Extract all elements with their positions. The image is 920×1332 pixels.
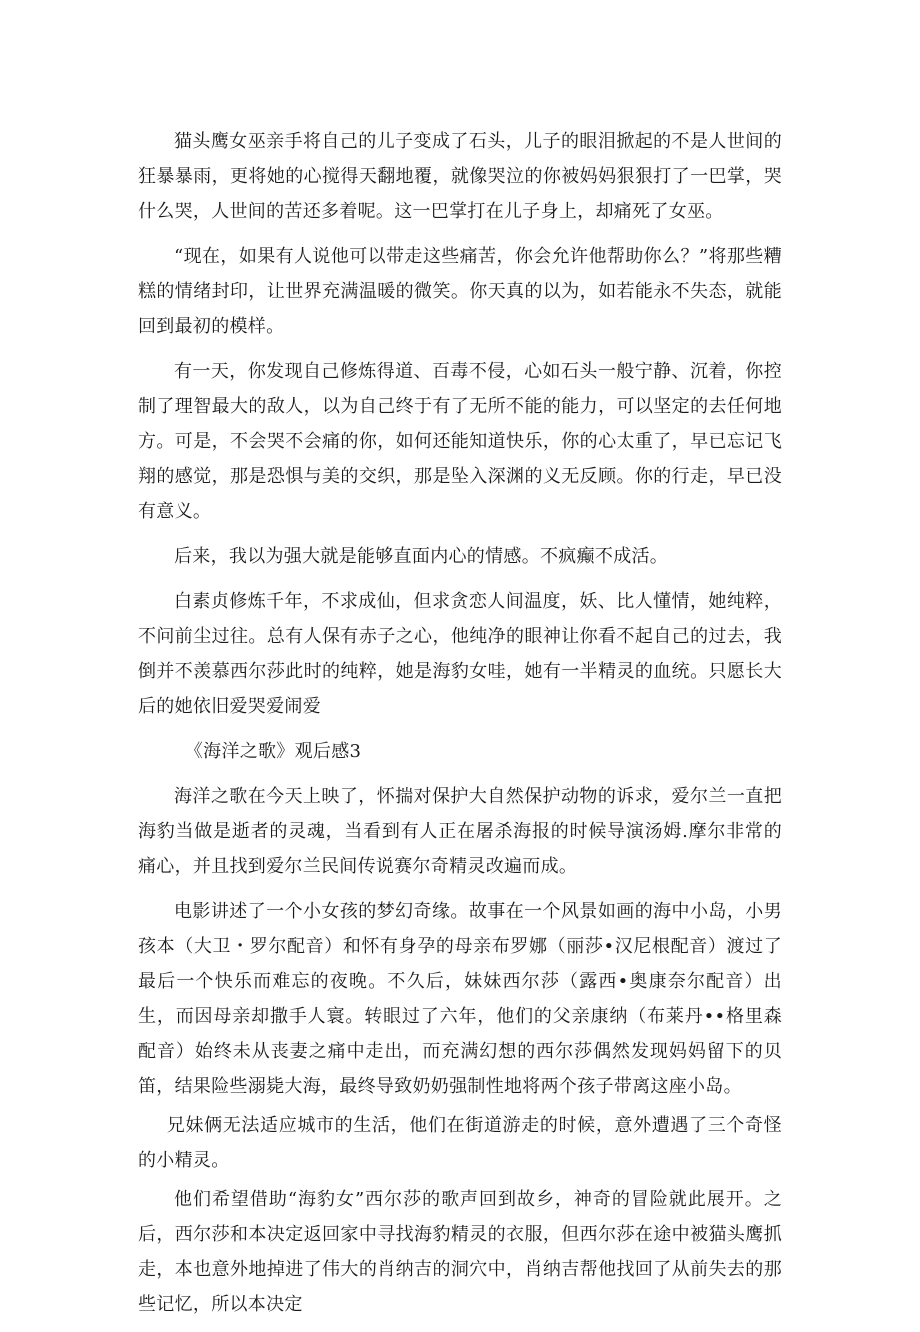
paragraph-take-away-pain: “现在，如果有人说他可以带走这些痛苦，你会允许他帮助你么？”将那些糟糕的情绪封印，让世界充满温暖的微笑。你天真的以为，如若能永不失态，就能回到最初的模样。 <box>138 246 782 337</box>
paragraph-adventure: 他们希望借助“海豹女”西尔莎的歌声回到故乡，神奇的冒险就此展开。之后，西尔莎和本决定返回家中寻找海豹精灵的衣服，但西尔莎在途中被猫头鹰抓走，本也意外地掉进了伟大的肖纳吉的洞穴中，肖纳吉帮他找回了从前失去的那些记忆，所以本决定 <box>138 1189 782 1315</box>
paragraph-one-day: 有一天，你发现自己修炼得道、百毒不侵，心如石头一般宁静、沉着，你控制了理智最大的敌人，以为自己终于有了无所不能的能力，可以坚定的去任何地方。可是，不会哭不会痛的你，如何还能知道快乐，你的心太重了，早已忘记飞翔的感觉，那是恐惧与美的交织，那是坠入深渊的义无反顾。你的行走，早已没有意义。 <box>138 361 782 522</box>
section-heading: 《海洋之歌》观后感3 <box>184 741 362 762</box>
paragraph-song-of-sea-release: 海洋之歌在今天上映了，怀揣对保护大自然保护动物的诉求，爱尔兰一直把海豹当做是逝者的灵魂，当看到有人正在屠杀海报的时候导演汤姆.摩尔非常的痛心，并且找到爱尔兰民间传说赛尔奇精灵改遍而成。 <box>138 786 782 877</box>
paragraph-later: 后来，我以为强大就是能够直面内心的情感。不疯癫不成活。 <box>174 546 669 567</box>
paragraph-siblings-city: 兄妹俩无法适应城市的生活，他们在街道游走的时候，意外遭遇了三个奇怪的小精灵。 <box>138 1115 782 1171</box>
paragraph-owl-witch: 猫头鹰女巫亲手将自己的儿子变成了石头，儿子的眼泪掀起的不是人世间的狂暴暴雨，更将她的心搅得天翻地覆，就像哭泣的你被妈妈狠狠打了一巴掌，哭什么哭，人世间的苦还多着呢。这一巴掌打在儿子身上，却痛死了女巫。 <box>138 131 782 222</box>
paragraph-story-summary: 电影讲述了一个小女孩的梦幻奇缘。故事在一个风景如画的海中小岛，小男孩本（大卫・罗尔配音）和怀有身孕的母亲布罗娜（丽莎•汉尼根配音）渡过了最后一个快乐而难忘的夜晚。不久后，妹妹西尔莎（露西•奥康奈尔配音）出生，而因母亲却撒手人寰。转眼过了六年，他们的父亲康纳（布莱丹••格里森配音）始终未从丧妻之痛中走出，而充满幻想的西尔莎偶然发现妈妈留下的贝笛，结果险些溺毙大海，最终导致奶奶强制性地将两个孩子带离这座小岛。 <box>138 901 782 1097</box>
paragraph-bai-suzhen: 白素贞修炼千年，不求成仙，但求贪恋人间温度，妖、比人懂情，她纯粹，不问前尘过往。总有人保有赤子之心，他纯净的眼神让你看不起自己的过去，我倒并不羡慕西尔莎此时的纯粹，她是海豹女哇，她有一半精灵的血统。只愿长大后的她依旧爱哭爱闹爱 <box>138 591 782 717</box>
document-body <box>138 124 782 1332</box>
